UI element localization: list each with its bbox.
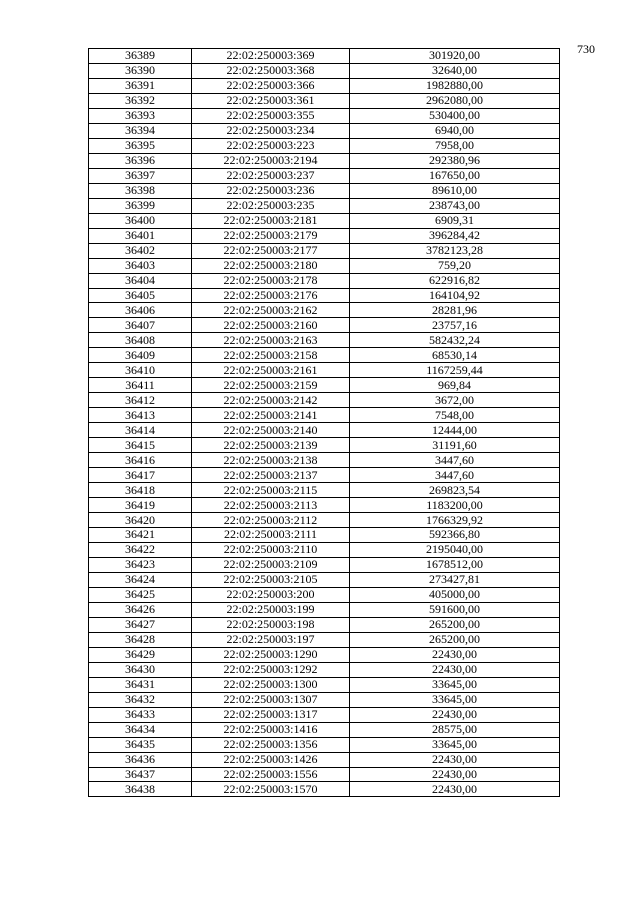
value-cell: 2195040,00 bbox=[350, 542, 560, 557]
registry-table-body bbox=[89, 49, 560, 797]
value-cell: 265200,00 bbox=[350, 632, 560, 647]
record-number-cell: 36427 bbox=[89, 617, 192, 632]
cadastral-number-cell: 22:02:250003:2178 bbox=[192, 273, 350, 288]
table-row bbox=[89, 483, 560, 498]
value-cell: 28575,00 bbox=[350, 722, 560, 737]
cadastral-number-cell: 22:02:250003:368 bbox=[192, 63, 350, 78]
record-number-cell: 36435 bbox=[89, 737, 192, 752]
table-row bbox=[89, 647, 560, 662]
cadastral-number-cell: 22:02:250003:2181 bbox=[192, 213, 350, 228]
table-row bbox=[89, 49, 560, 64]
table-row bbox=[89, 722, 560, 737]
table-row bbox=[89, 782, 560, 797]
value-cell: 1766329,92 bbox=[350, 513, 560, 528]
value-cell: 28281,96 bbox=[350, 303, 560, 318]
cadastral-number-cell: 22:02:250003:1317 bbox=[192, 707, 350, 722]
record-number-cell: 36426 bbox=[89, 602, 192, 617]
table-row bbox=[89, 632, 560, 647]
registry-table bbox=[88, 48, 560, 797]
table-row bbox=[89, 183, 560, 198]
table-row bbox=[89, 423, 560, 438]
table-row bbox=[89, 677, 560, 692]
record-number-cell: 36428 bbox=[89, 632, 192, 647]
record-number-cell: 36405 bbox=[89, 288, 192, 303]
cadastral-number-cell: 22:02:250003:2179 bbox=[192, 228, 350, 243]
table-row bbox=[89, 692, 560, 707]
value-cell: 33645,00 bbox=[350, 737, 560, 752]
cadastral-number-cell: 22:02:250003:234 bbox=[192, 123, 350, 138]
table-row bbox=[89, 303, 560, 318]
record-number-cell: 36436 bbox=[89, 752, 192, 767]
cadastral-number-cell: 22:02:250003:2137 bbox=[192, 468, 350, 483]
table-row bbox=[89, 438, 560, 453]
value-cell: 3447,60 bbox=[350, 453, 560, 468]
record-number-cell: 36391 bbox=[89, 78, 192, 93]
cadastral-number-cell: 22:02:250003:361 bbox=[192, 93, 350, 108]
value-cell: 32640,00 bbox=[350, 63, 560, 78]
value-cell: 7548,00 bbox=[350, 408, 560, 423]
value-cell: 396284,42 bbox=[350, 228, 560, 243]
record-number-cell: 36419 bbox=[89, 498, 192, 513]
cadastral-number-cell: 22:02:250003:2115 bbox=[192, 483, 350, 498]
table-row bbox=[89, 393, 560, 408]
value-cell: 591600,00 bbox=[350, 602, 560, 617]
record-number-cell: 36430 bbox=[89, 662, 192, 677]
value-cell: 405000,00 bbox=[350, 587, 560, 602]
cadastral-number-cell: 22:02:250003:1292 bbox=[192, 662, 350, 677]
table-row bbox=[89, 123, 560, 138]
record-number-cell: 36410 bbox=[89, 363, 192, 378]
record-number-cell: 36414 bbox=[89, 423, 192, 438]
value-cell: 265200,00 bbox=[350, 617, 560, 632]
cadastral-number-cell: 22:02:250003:2163 bbox=[192, 333, 350, 348]
record-number-cell: 36411 bbox=[89, 378, 192, 393]
table-row bbox=[89, 78, 560, 93]
table-row bbox=[89, 273, 560, 288]
value-cell: 1183200,00 bbox=[350, 498, 560, 513]
cadastral-number-cell: 22:02:250003:2161 bbox=[192, 363, 350, 378]
value-cell: 6940,00 bbox=[350, 123, 560, 138]
record-number-cell: 36432 bbox=[89, 692, 192, 707]
value-cell: 3447,60 bbox=[350, 468, 560, 483]
record-number-cell: 36409 bbox=[89, 348, 192, 363]
table-row bbox=[89, 542, 560, 557]
record-number-cell: 36398 bbox=[89, 183, 192, 198]
record-number-cell: 36408 bbox=[89, 333, 192, 348]
value-cell: 167650,00 bbox=[350, 168, 560, 183]
table-row bbox=[89, 168, 560, 183]
cadastral-number-cell: 22:02:250003:2176 bbox=[192, 288, 350, 303]
cadastral-number-cell: 22:02:250003:2138 bbox=[192, 453, 350, 468]
cadastral-number-cell: 22:02:250003:2177 bbox=[192, 243, 350, 258]
record-number-cell: 36407 bbox=[89, 318, 192, 333]
value-cell: 269823,54 bbox=[350, 483, 560, 498]
table-row bbox=[89, 378, 560, 393]
table-row bbox=[89, 198, 560, 213]
cadastral-number-cell: 22:02:250003:1416 bbox=[192, 722, 350, 737]
table-row bbox=[89, 228, 560, 243]
record-number-cell: 36416 bbox=[89, 453, 192, 468]
value-cell: 301920,00 bbox=[350, 49, 560, 64]
value-cell: 1167259,44 bbox=[350, 363, 560, 378]
value-cell: 22430,00 bbox=[350, 707, 560, 722]
cadastral-number-cell: 22:02:250003:2158 bbox=[192, 348, 350, 363]
record-number-cell: 36418 bbox=[89, 483, 192, 498]
table-row bbox=[89, 617, 560, 632]
value-cell: 1678512,00 bbox=[350, 557, 560, 572]
record-number-cell: 36396 bbox=[89, 153, 192, 168]
cadastral-number-cell: 22:02:250003:199 bbox=[192, 602, 350, 617]
cadastral-number-cell: 22:02:250003:2162 bbox=[192, 303, 350, 318]
table-row bbox=[89, 602, 560, 617]
table-row bbox=[89, 363, 560, 378]
record-number-cell: 36438 bbox=[89, 782, 192, 797]
value-cell: 582432,24 bbox=[350, 333, 560, 348]
table-row bbox=[89, 513, 560, 528]
record-number-cell: 36434 bbox=[89, 722, 192, 737]
table-row bbox=[89, 348, 560, 363]
record-number-cell: 36423 bbox=[89, 557, 192, 572]
cadastral-number-cell: 22:02:250003:2180 bbox=[192, 258, 350, 273]
record-number-cell: 36413 bbox=[89, 408, 192, 423]
table-row bbox=[89, 453, 560, 468]
value-cell: 89610,00 bbox=[350, 183, 560, 198]
cadastral-number-cell: 22:02:250003:2194 bbox=[192, 153, 350, 168]
record-number-cell: 36437 bbox=[89, 767, 192, 782]
record-number-cell: 36412 bbox=[89, 393, 192, 408]
record-number-cell: 36421 bbox=[89, 528, 192, 543]
table-row bbox=[89, 528, 560, 543]
value-cell: 164104,92 bbox=[350, 288, 560, 303]
cadastral-number-cell: 22:02:250003:2139 bbox=[192, 438, 350, 453]
cadastral-number-cell: 22:02:250003:2141 bbox=[192, 408, 350, 423]
value-cell: 969,84 bbox=[350, 378, 560, 393]
value-cell: 22430,00 bbox=[350, 662, 560, 677]
table-row bbox=[89, 258, 560, 273]
table-row bbox=[89, 213, 560, 228]
record-number-cell: 36404 bbox=[89, 273, 192, 288]
table-row bbox=[89, 498, 560, 513]
value-cell: 22430,00 bbox=[350, 752, 560, 767]
table-row bbox=[89, 737, 560, 752]
value-cell: 3672,00 bbox=[350, 393, 560, 408]
record-number-cell: 36399 bbox=[89, 198, 192, 213]
table-row bbox=[89, 662, 560, 677]
table-row bbox=[89, 572, 560, 587]
cadastral-number-cell: 22:02:250003:2113 bbox=[192, 498, 350, 513]
cadastral-number-cell: 22:02:250003:369 bbox=[192, 49, 350, 64]
value-cell: 22430,00 bbox=[350, 767, 560, 782]
cadastral-number-cell: 22:02:250003:1556 bbox=[192, 767, 350, 782]
record-number-cell: 36431 bbox=[89, 677, 192, 692]
record-number-cell: 36395 bbox=[89, 138, 192, 153]
value-cell: 6909,31 bbox=[350, 213, 560, 228]
value-cell: 33645,00 bbox=[350, 692, 560, 707]
cadastral-number-cell: 22:02:250003:366 bbox=[192, 78, 350, 93]
cadastral-number-cell: 22:02:250003:2112 bbox=[192, 513, 350, 528]
cadastral-number-cell: 22:02:250003:2109 bbox=[192, 557, 350, 572]
record-number-cell: 36417 bbox=[89, 468, 192, 483]
table-row bbox=[89, 63, 560, 78]
record-number-cell: 36393 bbox=[89, 108, 192, 123]
table-row bbox=[89, 752, 560, 767]
value-cell: 7958,00 bbox=[350, 138, 560, 153]
value-cell: 2962080,00 bbox=[350, 93, 560, 108]
table-row bbox=[89, 767, 560, 782]
value-cell: 592366,80 bbox=[350, 528, 560, 543]
record-number-cell: 36400 bbox=[89, 213, 192, 228]
cadastral-number-cell: 22:02:250003:2159 bbox=[192, 378, 350, 393]
cadastral-number-cell: 22:02:250003:1356 bbox=[192, 737, 350, 752]
value-cell: 530400,00 bbox=[350, 108, 560, 123]
record-number-cell: 36429 bbox=[89, 647, 192, 662]
value-cell: 759,20 bbox=[350, 258, 560, 273]
value-cell: 68530,14 bbox=[350, 348, 560, 363]
table-row bbox=[89, 153, 560, 168]
cadastral-number-cell: 22:02:250003:1570 bbox=[192, 782, 350, 797]
cadastral-number-cell: 22:02:250003:2142 bbox=[192, 393, 350, 408]
record-number-cell: 36433 bbox=[89, 707, 192, 722]
table-row bbox=[89, 138, 560, 153]
record-number-cell: 36401 bbox=[89, 228, 192, 243]
value-cell: 22430,00 bbox=[350, 782, 560, 797]
value-cell: 31191,60 bbox=[350, 438, 560, 453]
cadastral-number-cell: 22:02:250003:235 bbox=[192, 198, 350, 213]
table-row bbox=[89, 557, 560, 572]
record-number-cell: 36415 bbox=[89, 438, 192, 453]
record-number-cell: 36394 bbox=[89, 123, 192, 138]
table-row bbox=[89, 707, 560, 722]
record-number-cell: 36422 bbox=[89, 542, 192, 557]
record-number-cell: 36403 bbox=[89, 258, 192, 273]
cadastral-number-cell: 22:02:250003:223 bbox=[192, 138, 350, 153]
record-number-cell: 36420 bbox=[89, 513, 192, 528]
table-row bbox=[89, 93, 560, 108]
value-cell: 23757,16 bbox=[350, 318, 560, 333]
cadastral-number-cell: 22:02:250003:200 bbox=[192, 587, 350, 602]
table-row bbox=[89, 468, 560, 483]
cadastral-number-cell: 22:02:250003:2110 bbox=[192, 542, 350, 557]
cadastral-number-cell: 22:02:250003:198 bbox=[192, 617, 350, 632]
cadastral-number-cell: 22:02:250003:197 bbox=[192, 632, 350, 647]
cadastral-number-cell: 22:02:250003:355 bbox=[192, 108, 350, 123]
cadastral-number-cell: 22:02:250003:2111 bbox=[192, 528, 350, 543]
cadastral-number-cell: 22:02:250003:236 bbox=[192, 183, 350, 198]
cadastral-number-cell: 22:02:250003:1307 bbox=[192, 692, 350, 707]
record-number-cell: 36402 bbox=[89, 243, 192, 258]
table-row bbox=[89, 333, 560, 348]
value-cell: 292380,96 bbox=[350, 153, 560, 168]
table-row bbox=[89, 243, 560, 258]
record-number-cell: 36397 bbox=[89, 168, 192, 183]
value-cell: 273427,81 bbox=[350, 572, 560, 587]
value-cell: 3782123,28 bbox=[350, 243, 560, 258]
table-row bbox=[89, 318, 560, 333]
value-cell: 22430,00 bbox=[350, 647, 560, 662]
record-number-cell: 36389 bbox=[89, 49, 192, 64]
record-number-cell: 36425 bbox=[89, 587, 192, 602]
table-row bbox=[89, 587, 560, 602]
cadastral-number-cell: 22:02:250003:237 bbox=[192, 168, 350, 183]
value-cell: 12444,00 bbox=[350, 423, 560, 438]
cadastral-number-cell: 22:02:250003:2105 bbox=[192, 572, 350, 587]
record-number-cell: 36390 bbox=[89, 63, 192, 78]
cadastral-number-cell: 22:02:250003:1290 bbox=[192, 647, 350, 662]
table-row bbox=[89, 408, 560, 423]
record-number-cell: 36424 bbox=[89, 572, 192, 587]
record-number-cell: 36406 bbox=[89, 303, 192, 318]
value-cell: 238743,00 bbox=[350, 198, 560, 213]
record-number-cell: 36392 bbox=[89, 93, 192, 108]
page-number: 730 bbox=[577, 42, 595, 56]
table-row bbox=[89, 288, 560, 303]
value-cell: 33645,00 bbox=[350, 677, 560, 692]
cadastral-number-cell: 22:02:250003:2140 bbox=[192, 423, 350, 438]
cadastral-number-cell: 22:02:250003:1426 bbox=[192, 752, 350, 767]
cadastral-number-cell: 22:02:250003:2160 bbox=[192, 318, 350, 333]
table-row bbox=[89, 108, 560, 123]
cadastral-number-cell: 22:02:250003:1300 bbox=[192, 677, 350, 692]
value-cell: 1982880,00 bbox=[350, 78, 560, 93]
value-cell: 622916,82 bbox=[350, 273, 560, 288]
